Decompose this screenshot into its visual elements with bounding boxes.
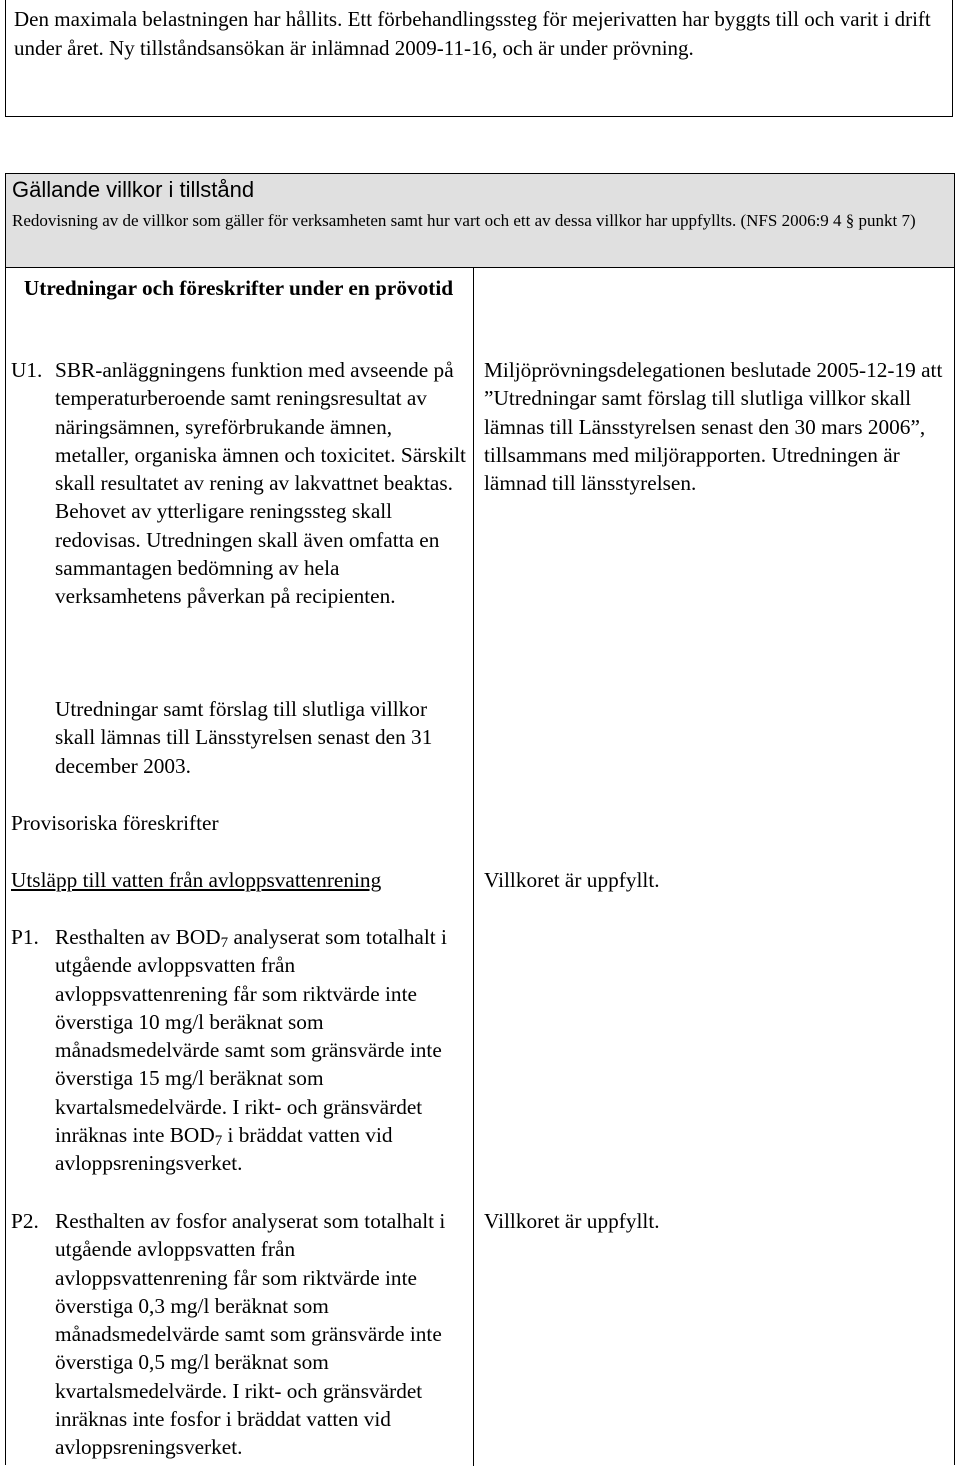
p2-status: Villkoret är uppfyllt. xyxy=(484,1209,660,1233)
column-divider xyxy=(473,268,474,1466)
condition-u1 xyxy=(11,356,466,646)
summary-text: Den maximala belastningen har hållits. Ett förbehandlingssteg för mejerivatten har byggts till och varit i drift under året. Ny tillståndsansökan är inlämnad 2009-11-16, och är under prövning. xyxy=(14,7,931,60)
conditions-description: Redovisning av de villkor som gäller för verksamheten samt hur vart och ett av dessa villkor har uppfyllts. (NFS 2006:9 4 § punkt 7) xyxy=(12,211,916,230)
conditions-header xyxy=(6,174,954,268)
u1-deadline: Utredningar samt förslag till slutliga villkor skall lämnas till Länsstyrelsen senast den 31 december 2003. xyxy=(55,697,433,778)
conditions-title: Gällande villkor i tillstånd xyxy=(12,177,255,202)
provisoriska-subheading: Utsläpp till vatten från avloppsvattenrening xyxy=(11,868,382,892)
subheading-status: Villkoret är uppfyllt. xyxy=(484,868,660,892)
provisoriska-heading: Provisoriska föreskrifter xyxy=(11,811,219,835)
condition-number: U1. xyxy=(11,358,43,382)
condition-number: P1. xyxy=(11,925,39,949)
u1-status: Miljöprövningsdelegationen beslutade 2005-12-19 att ”Utredningar samt förslag till slutliga villkor skall lämnas till Länsstyrelsen senast den 30 mars 2006”, tillsammans med miljörapporten. Utredningen är lämnad till länsstyrelsen. xyxy=(484,358,943,496)
condition-p2 xyxy=(11,1207,466,1467)
condition-number: P2. xyxy=(11,1209,39,1233)
conditions-table xyxy=(5,173,955,1465)
condition-text: SBR-anläggningens funktion med avseende på temperaturberoende samt reningsresultat av näringsämnen, syreförbrukande ämnen, metaller, organiska ämnen och toxicitet. Särskilt skall resultatet av rening av lakvattnet beaktas. Behovet av ytterligare reningssteg skall redovisas. Utredningen skall även omfatta en sammantagen bedömning av hela verksamhetens påverkan på recipienten. xyxy=(55,358,466,609)
condition-text: Resthalten av fosfor analyserat som totalhalt i utgående avloppsvatten från avloppsvattenrening får som riktvärde inte överstiga 0,3 mg/l beräknat som månadsmedelvärde samt som gränsvärde inte överstiga 0,5 mg/l beräknat som kvartalsmedelvärde. I rikt- och gränsvärdet inräknas inte fosfor i bräddat vatten vid avloppsreningsverket. xyxy=(55,1209,446,1460)
condition-p1 xyxy=(11,923,466,1183)
utredningar-heading: Utredningar och föreskrifter under en prövotid xyxy=(23,276,454,300)
summary-box xyxy=(5,0,953,117)
condition-text: Resthalten av $BOD_7$ analyserat som totalhalt i utgående avloppsvatten från avloppsvattenrening får som riktvärde inte överstiga 10 mg/l beräknat som månadsmedelvärde samt som gränsvärde inte överstiga 15 mg/l beräknat som kvartalsmedelvärde. I rikt- och gränsvärdet inräknas inte $BOD_7$ i bräddat vatten vid avloppsreningsverket. xyxy=(55,925,447,1176)
